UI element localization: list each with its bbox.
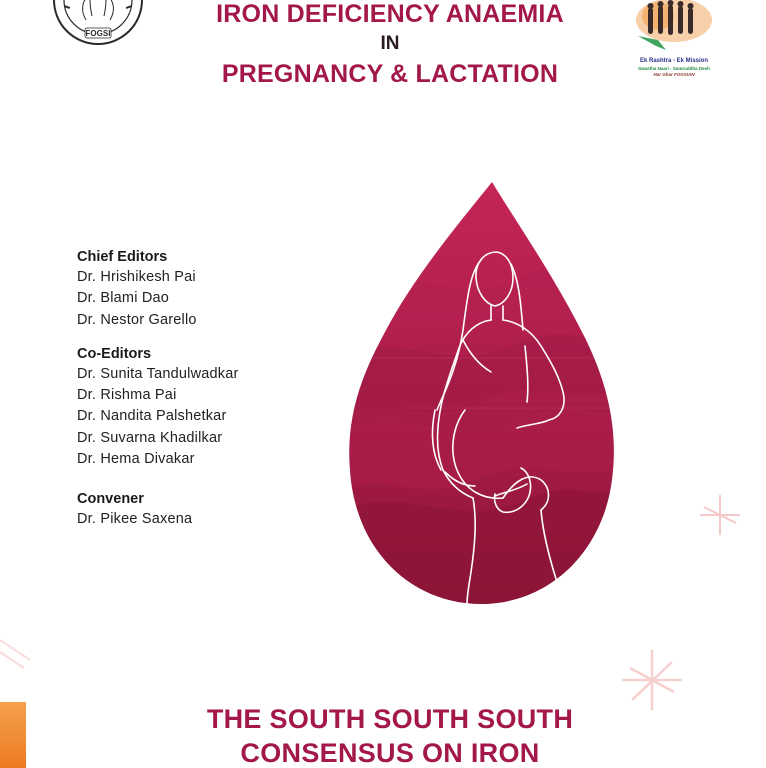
chief-editor-name: Dr. Blami Dao [77, 290, 170, 307]
chief-editor-name: Dr. Nestor Garello [77, 311, 197, 328]
page-title-line2: IN [380, 33, 400, 54]
logo-caption-line3: Har Ghar FOGSIAN [653, 72, 695, 77]
co-editor-name: Dr. Nandita Palshetkar [77, 408, 227, 425]
decorative-stroke-icon [0, 620, 40, 680]
convener-name: Dr. Pikee Saxena [77, 511, 193, 528]
subtitle-line1: THE SOUTH SOUTH SOUTH [206, 704, 574, 734]
decorative-plus-icon [690, 485, 750, 545]
fogsi-logo-text: FOGSI [85, 29, 111, 38]
co-editor-name: Dr. Hema Divakar [77, 451, 195, 468]
editors-list [77, 248, 337, 531]
co-editors-heading: Co-Editors [77, 345, 152, 362]
page-title-line1: IRON DEFICIENCY ANAEMIA [216, 0, 564, 28]
co-editor-name: Dr. Rishma Pai [77, 387, 177, 404]
logo-caption-line1: Ek Rashtra - Ek Mission [639, 58, 709, 64]
logo-caption-line2: Swastha Naari - Samruddha Desh [638, 66, 710, 71]
chief-editors-heading: Chief Editors [77, 249, 168, 265]
chief-editor-name: Dr. Hrishikesh Pai [77, 269, 196, 285]
subtitle-line2: CONSENSUS ON IRON [240, 738, 540, 768]
co-editor-name: Dr. Sunita Tandulwadkar [77, 365, 239, 382]
co-editor-name: Dr. Suvarna Khadilkar [77, 429, 223, 446]
page-title-line3: PREGNANCY & LACTATION [221, 60, 559, 88]
fogsi-logo [52, 0, 144, 46]
convener-heading: Convener [77, 491, 144, 508]
blood-drop-illustration [345, 180, 617, 608]
orange-accent-bar [0, 702, 26, 768]
